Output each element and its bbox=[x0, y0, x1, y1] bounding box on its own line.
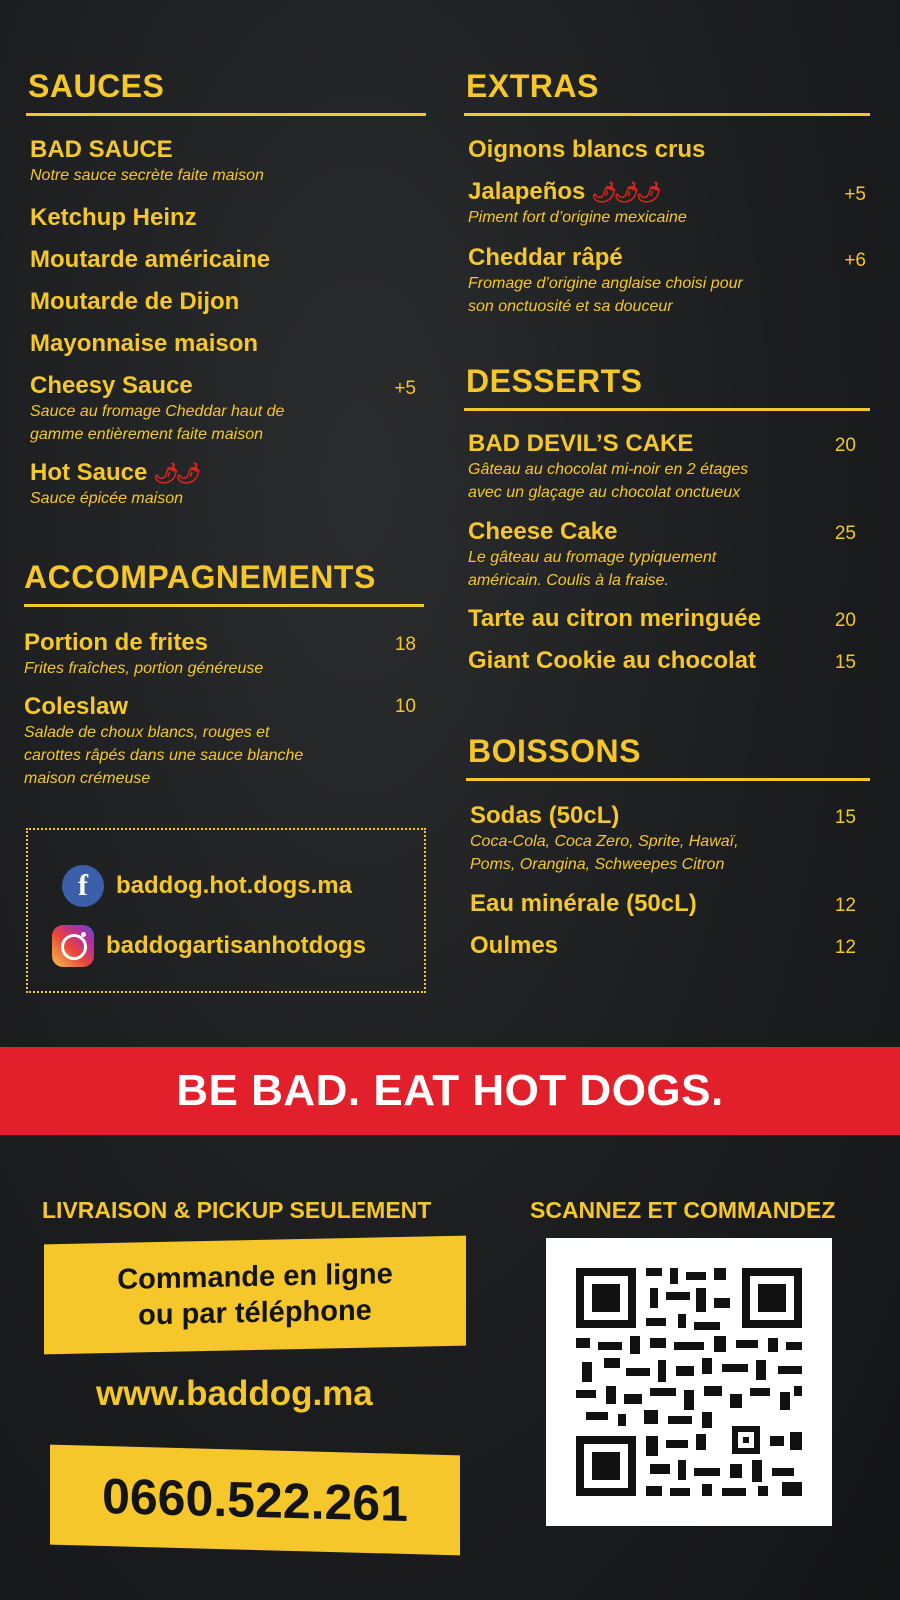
item-description: Fromage d’origine anglaise choisi pour bbox=[468, 275, 743, 292]
item-name: Hot Sauce bbox=[30, 459, 148, 486]
accompagnements-title: ACCOMPAGNEMENTS bbox=[24, 559, 376, 595]
menu-item bbox=[470, 932, 558, 960]
item-description: Coca-Cola, Coca Zero, Sprite, Hawaï, bbox=[470, 833, 739, 850]
instagram-link[interactable] bbox=[52, 925, 366, 967]
item-price: 12 bbox=[834, 937, 856, 958]
item-price: +5 bbox=[844, 184, 866, 205]
item-price: +5 bbox=[394, 378, 416, 399]
menu-item bbox=[30, 288, 239, 316]
item-price: 10 bbox=[394, 696, 416, 717]
slogan-banner bbox=[0, 1047, 900, 1135]
item-price: 15 bbox=[834, 807, 856, 828]
menu-item bbox=[468, 136, 705, 164]
menu-item bbox=[468, 430, 748, 504]
item-price: 12 bbox=[834, 895, 856, 916]
instagram-handle: baddogartisanhotdogs bbox=[106, 932, 366, 959]
menu-item bbox=[30, 246, 270, 274]
chili-pepper-icon: 🌶🌶 bbox=[153, 463, 199, 485]
menu-item bbox=[30, 459, 198, 510]
menu-item bbox=[468, 605, 761, 633]
item-description: Sauce épicée maison bbox=[30, 490, 183, 507]
item-name: Tarte au citron meringuée bbox=[468, 605, 761, 632]
social-links-box bbox=[26, 828, 426, 993]
item-description: Sauce au fromage Cheddar haut de bbox=[30, 403, 285, 420]
sauces-title: SAUCES bbox=[28, 68, 165, 104]
item-name: Oignons blancs crus bbox=[468, 136, 706, 163]
item-description: Poms, Orangina, Schweepes Citron bbox=[470, 856, 725, 873]
item-name: Sodas (50cL) bbox=[470, 802, 620, 829]
phone-number: 0660.522.261 bbox=[102, 1467, 408, 1533]
item-name: Giant Cookie au chocolat bbox=[468, 647, 757, 674]
item-name: Cheesy Sauce bbox=[30, 372, 193, 399]
item-price: 20 bbox=[834, 435, 856, 456]
item-name: Moutarde américaine bbox=[30, 246, 271, 273]
delivery-heading: LIVRAISON & PICKUP SEULEMENT bbox=[42, 1197, 432, 1223]
item-name: Portion de frites bbox=[24, 629, 209, 656]
item-name: Ketchup Heinz bbox=[30, 204, 197, 231]
menu-item bbox=[30, 372, 284, 446]
item-description: Piment fort d’origine mexicaine bbox=[468, 209, 687, 226]
facebook-link[interactable] bbox=[62, 865, 352, 907]
menu-item bbox=[468, 178, 687, 229]
order-line-1: Commande en ligne bbox=[117, 1258, 393, 1296]
item-price: 18 bbox=[394, 634, 416, 655]
item-description: carottes râpés dans une sauce blanche bbox=[24, 747, 304, 764]
chili-pepper-icon: 🌶🌶🌶 bbox=[591, 182, 659, 204]
order-box bbox=[44, 1236, 466, 1355]
phone-box[interactable] bbox=[50, 1445, 460, 1556]
item-name: BAD DEVIL’S CAKE bbox=[468, 430, 694, 457]
qr-heading: SCANNEZ ET COMMANDEZ bbox=[530, 1197, 836, 1223]
slogan-text: BE BAD. EAT HOT DOGS. bbox=[176, 1066, 724, 1115]
item-description: son onctuosité et sa douceur bbox=[468, 298, 673, 315]
website-link[interactable]: www.baddog.ma bbox=[96, 1374, 373, 1413]
boissons-title: BOISSONS bbox=[468, 733, 641, 769]
item-name: Moutarde de Dijon bbox=[30, 288, 240, 315]
menu-item bbox=[470, 890, 697, 918]
extras-divider bbox=[464, 113, 870, 116]
item-description: Gâteau au chocolat mi-noir en 2 étages bbox=[468, 461, 749, 478]
item-price: 20 bbox=[834, 610, 856, 631]
desserts-divider bbox=[464, 408, 870, 411]
order-line-2: ou par téléphone bbox=[138, 1294, 372, 1332]
accompagnements-divider bbox=[24, 604, 424, 607]
item-description: maison crémeuse bbox=[24, 770, 151, 787]
item-name: Cheese Cake bbox=[468, 518, 618, 545]
qr-code[interactable] bbox=[546, 1238, 832, 1526]
item-price: 15 bbox=[834, 652, 856, 673]
item-name: Oulmes bbox=[470, 932, 559, 959]
extras-title: EXTRAS bbox=[466, 68, 599, 104]
menu-item bbox=[24, 629, 263, 680]
menu-item bbox=[468, 647, 756, 675]
facebook-handle: baddog.hot.dogs.ma bbox=[116, 872, 352, 899]
menu-item bbox=[24, 693, 303, 790]
menu-item bbox=[470, 802, 739, 876]
item-price: +6 bbox=[844, 250, 866, 271]
item-name: Coleslaw bbox=[24, 693, 129, 720]
boissons-divider bbox=[466, 778, 870, 781]
item-description: Frites fraîches, portion généreuse bbox=[24, 660, 264, 677]
menu-item bbox=[30, 204, 197, 232]
item-price: 25 bbox=[834, 523, 856, 544]
menu-item bbox=[30, 136, 264, 187]
item-name: Jalapeños bbox=[468, 178, 586, 205]
item-description: avec un glaçage au chocolat onctueux bbox=[468, 484, 741, 501]
qr-code-image bbox=[546, 1238, 832, 1526]
item-name: Eau minérale (50cL) bbox=[470, 890, 697, 917]
item-name: Cheddar râpé bbox=[468, 244, 623, 271]
item-description: Notre sauce secrète faite maison bbox=[30, 167, 264, 184]
item-name: BAD SAUCE bbox=[30, 136, 173, 163]
facebook-icon: f bbox=[62, 865, 104, 907]
item-description: Salade de choux blancs, rouges et bbox=[24, 724, 270, 741]
item-name: Mayonnaise maison bbox=[30, 330, 259, 357]
instagram-icon bbox=[52, 925, 94, 967]
menu-item bbox=[30, 330, 258, 358]
item-description: gamme entièrement faite maison bbox=[30, 426, 263, 443]
item-description: Le gâteau au fromage typiquement bbox=[468, 549, 717, 566]
desserts-title: DESSERTS bbox=[466, 363, 643, 399]
menu-item bbox=[468, 244, 743, 318]
menu-item bbox=[468, 518, 716, 592]
sauces-divider bbox=[26, 113, 426, 116]
item-description: américain. Coulis à la fraise. bbox=[468, 572, 669, 589]
